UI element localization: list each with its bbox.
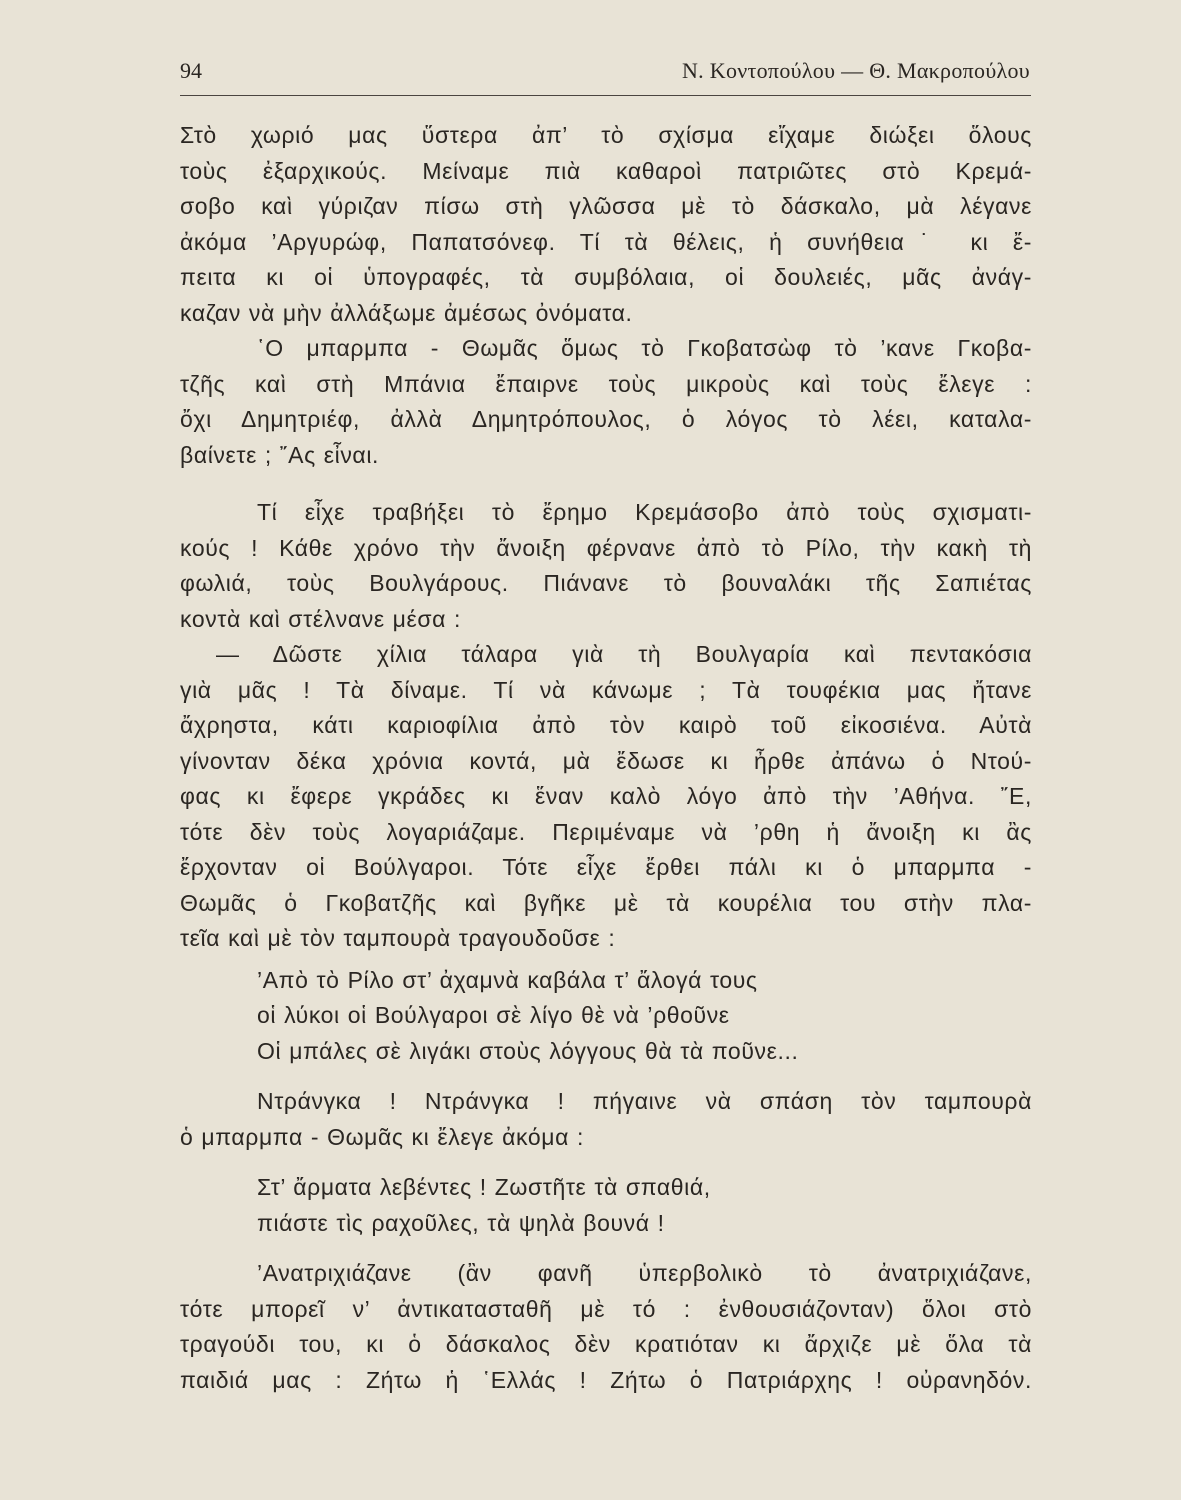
- text-line: γιὰ μᾶς ! Τὰ δίναμε. Τί νὰ κάνωμε ; Τὰ τουφέκια μας ἤτανε: [180, 676, 1032, 703]
- text-line: φωλιά, τοὺς Βουλγάρους. Πιάνανε τὸ βουναλάκι τῆς Σαπιέτας: [180, 570, 1032, 596]
- text-line: ἔρχονταν οἱ Βούλγαροι. Τότε εἶχε ἔρθει πάλι κι ὁ μπαρμπα -: [180, 854, 1032, 880]
- text-line: ἀκόμα ’Αργυρώφ, Παπατσόνεφ. Τί τὰ θέλεις, ἡ συνήθεια˙ κι ἔ-: [180, 228, 1032, 255]
- text-line: τότε δὲν τοὺς λογαριάζαμε. Περιμέναμε νὰ ’ρθη ἡ ἄνοιξη κι ἂς: [180, 818, 1032, 845]
- text-line: τοὺς ἐξαρχικούς. Μείναμε πιὰ καθαροὶ πατριῶτες στὸ Κρεμά-: [180, 157, 1032, 184]
- text-line: τότε μπορεῖ ν’ ἀντικατασταθῆ μὲ τό : ἐνθουσιάζονταν) ὅλοι στὸ: [180, 1295, 1032, 1322]
- text-line: ῾Ο μπαρμπα - Θωμᾶς ὅμως τὸ Γκοβατσὼφ τὸ ’κανε Γκοβα-: [257, 335, 1032, 361]
- text-line: γίνονταν δέκα χρόνια κοντά, μὰ ἔδωσε κι ἦρθε ἀπάνω ὁ Ντού-: [180, 747, 1032, 774]
- text-line: φας κι ἔφερε γκράδες κι ἕναν καλὸ λόγο ἀπὸ τὴν ’Αθήνα. ῎Ε,: [180, 783, 1032, 809]
- running-head: Ν. Κοντοπούλου — Θ. Μακροπούλου: [681, 58, 1030, 83]
- text-line: ’Ανατριχιάζανε (ἂν φανῆ ὑπερβολικὸ τὸ ἀνατριχιάζανε,: [257, 1260, 1032, 1286]
- text-line: πειτα κι οἱ ὑπογραφές, τὰ συμβόλαια, οἱ δουλειές, μᾶς ἀνάγ-: [180, 264, 1032, 290]
- text-line: κούς ! Κάθε χρόνο τὴν ἄνοιξη φέρνανε ἀπὸ τὸ Ρίλο, τὴν κακὴ τὴ: [180, 534, 1032, 561]
- text-line: τεῖα καὶ μὲ τὸν ταμπουρὰ τραγουδοῦσε :: [180, 925, 616, 951]
- body-text: [180, 118, 1032, 1398]
- page-number: 94: [180, 58, 202, 83]
- text-line: Ντράνγκα ! Ντράνγκα ! πήγαινε νὰ σπάση τὸν ταμπουρὰ: [257, 1088, 1032, 1114]
- text-line: τραγούδι του, κι ὁ δάσκαλος δὲν κρατιόταν κι ἄρχιζε μὲ ὅλα τὰ: [180, 1331, 1032, 1357]
- text-line: Στὸ χωριό μας ὕστερα ἀπ’ τὸ σχίσμα εἴχαμε διώξει ὅλους: [180, 122, 1032, 148]
- text-line: ὄχι Δημητριέφ, ἀλλὰ Δημητρόπουλος, ὁ λόγος τὸ λέει, καταλα-: [180, 406, 1032, 432]
- verse-line: ’Απὸ τὸ Ρίλο στ’ ἀχαμνὰ καβάλα τ’ ἄλογά τους: [257, 966, 758, 993]
- text-line: Τί εἶχε τραβήξει τὸ ἔρημο Κρεμάσοβο ἀπὸ τοὺς σχισματι-: [257, 499, 1032, 525]
- page-header: [180, 58, 1030, 92]
- text-line: παιδιά μας : Ζήτω ἡ ῾Ελλάς ! Ζήτω ὁ Πατριάρχης ! οὐρανηδόν.: [180, 1366, 1032, 1393]
- verse-line: Οἱ μπάλες σὲ λιγάκι στοὺς λόγγους θὰ τὰ ποῦνε...: [257, 1037, 799, 1064]
- text-line: τζῆς καὶ στὴ Μπάνια ἔπαιρνε τοὺς μικροὺς καὶ τοὺς ἔλεγε :: [180, 370, 1032, 397]
- text-line: ἄχρηστα, κάτι καριοφίλια ἀπὸ τὸν καιρὸ τοῦ εἰκοσιένα. Αὐτὰ: [180, 712, 1032, 738]
- text-line: βαίνετε ; ῎Ας εἶναι.: [180, 441, 380, 468]
- verse-line: Στ’ ἄρματα λεβέντες ! Ζωστῆτε τὰ σπαθιά,: [257, 1174, 711, 1200]
- text-line: καζαν νὰ μὴν ἀλλάξωμε ἀμέσως ὀνόματα.: [180, 299, 633, 326]
- text-line: Θωμᾶς ὁ Γκοβατζῆς καὶ βγῆκε μὲ τὰ κουρέλια του στὴν πλα-: [180, 889, 1032, 916]
- header-rule: [180, 95, 1031, 96]
- verse-line: οἱ λύκοι οἱ Βούλγαροι σὲ λίγο θὲ νὰ ’ρθοῦνε: [257, 1002, 730, 1028]
- text-line: ὁ μπαρμπα - Θωμᾶς κι ἔλεγε ἀκόμα :: [180, 1123, 584, 1150]
- verse-line: πιάστε τὶς ραχοῦλες, τὰ ψηλὰ βουνά !: [257, 1209, 665, 1236]
- text-line: κοντὰ καὶ στέλνανε μέσα :: [180, 605, 462, 632]
- text-line: — Δῶστε χίλια τάλαρα γιὰ τὴ Βουλγαρία καὶ πεντακόσια: [216, 641, 1032, 667]
- text-line: σοβο καὶ γύριζαν πίσω στὴ γλῶσσα μὲ τὸ δάσκαλο, μὰ λέγανε: [180, 193, 1032, 219]
